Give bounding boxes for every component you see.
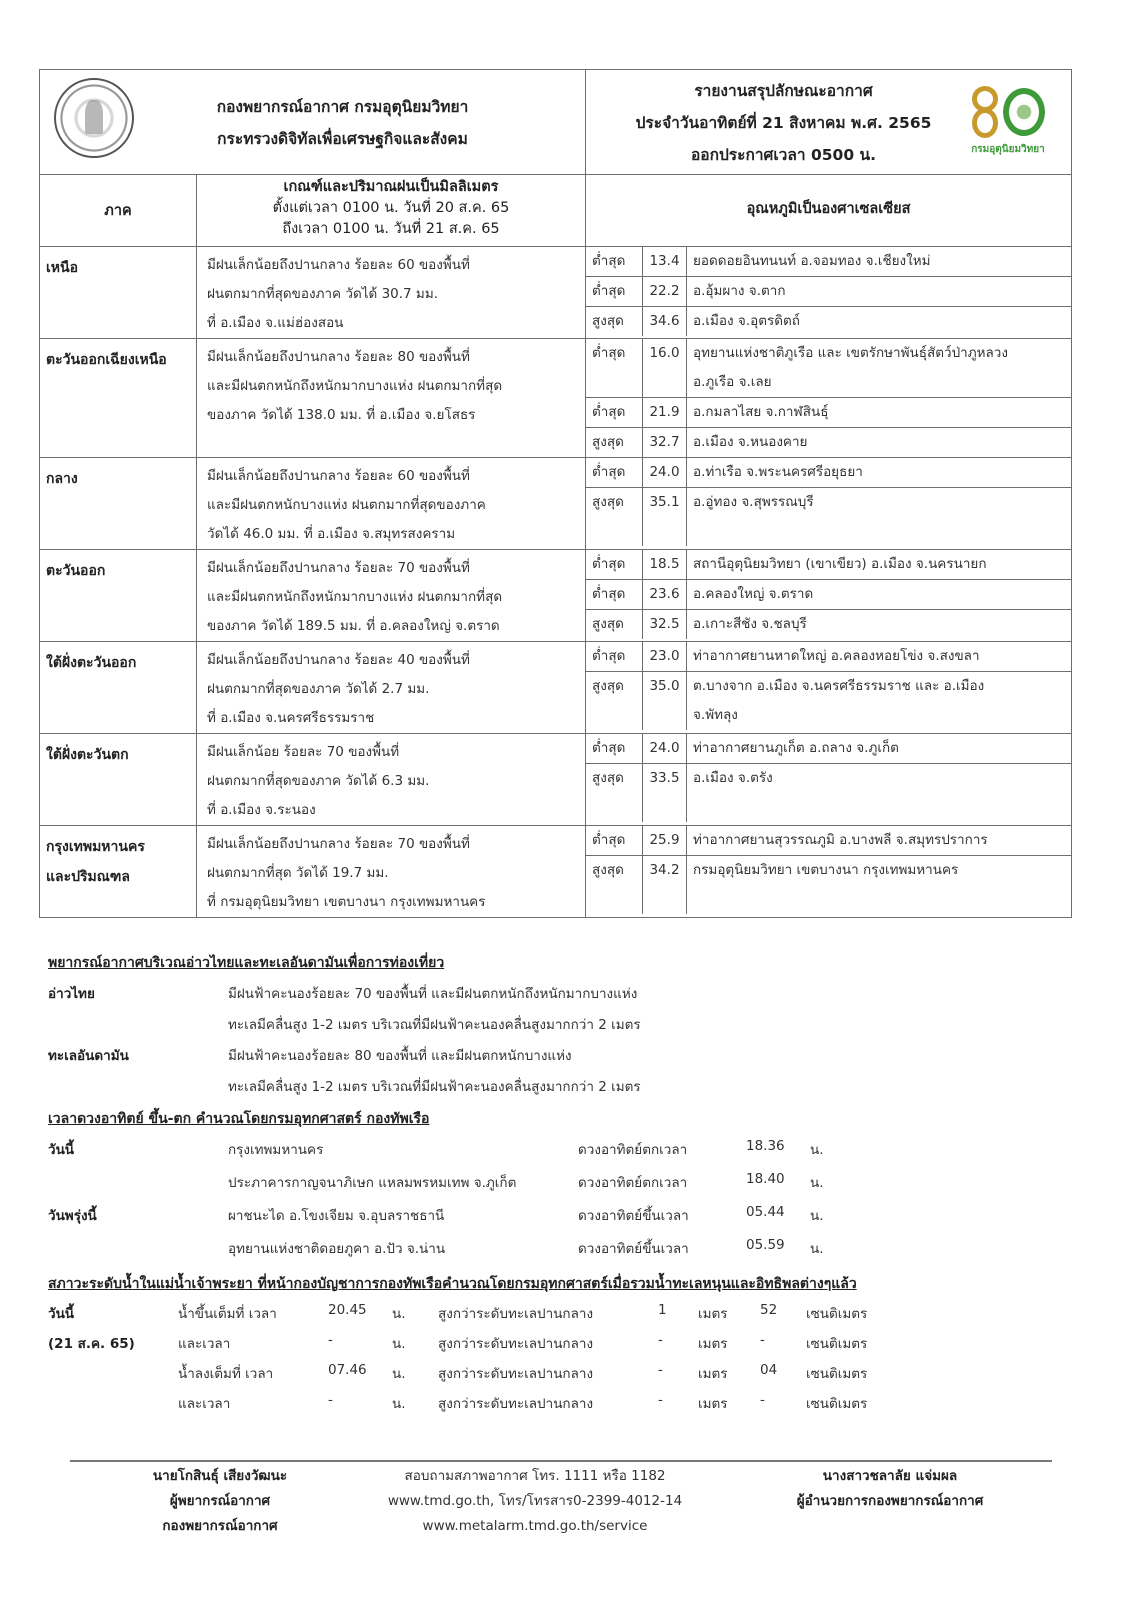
temperature-cell xyxy=(586,247,1072,339)
temp-type: ต่ำสุด xyxy=(586,550,643,580)
temp-location-line: ท่าอากาศยานสุวรรณภูมิ อ.บางพลี จ.สมุทรปราการ xyxy=(693,832,988,848)
region-name xyxy=(40,734,197,826)
rain-description xyxy=(197,550,586,642)
sun-day-label: วันนี้ xyxy=(48,1142,75,1158)
temp-location xyxy=(687,734,1072,764)
temp-location xyxy=(687,339,1072,398)
temp-location-line xyxy=(693,885,1071,914)
temp-type: สูงสุด xyxy=(586,428,643,458)
sun-time-unit: น. xyxy=(810,1142,824,1158)
tide-title: สภาวะระดับน้ำในแม่น้ำเจ้าพระยา ที่หน้ากองบัญชาการกองทัพเรือคำนวณโดยกรมอุทกศาสตร์เมื่อรวมน้ำทะเลหนุนและอิทธิพลต่างๆแล้ว xyxy=(48,1276,857,1292)
temperature-row xyxy=(586,488,1071,547)
sun-title: เวลาดวงอาทิตย์ ขึ้น-ตก คำนวณโดยกรมอุทกศาสตร์ กองทัพเรือ xyxy=(48,1111,430,1127)
rain-line: มีฝนเล็กน้อยถึงปานกลาง ร้อยละ 70 ของพื้นที่ xyxy=(207,836,470,852)
tourism-area-name: อ่าวไทย xyxy=(48,986,95,1002)
temp-value: 35.1 xyxy=(643,488,687,547)
temp-value: 16.0 xyxy=(643,339,687,398)
temperature-cell xyxy=(586,642,1072,734)
temp-value: 32.5 xyxy=(643,610,687,640)
temp-location xyxy=(687,580,1072,610)
tide-time-unit: น. xyxy=(392,1396,406,1412)
temperature-cell xyxy=(586,550,1072,642)
region-row xyxy=(40,339,1072,458)
temperature-row xyxy=(586,247,1071,277)
region-name xyxy=(40,339,197,458)
region-name-line: และปริมณฑล xyxy=(46,869,130,885)
temp-value: 34.2 xyxy=(643,856,687,915)
zero-digit-icon xyxy=(1003,88,1045,136)
rain-line: ที่ อ.เมือง จ.ระนอง xyxy=(207,802,316,818)
sun-location: อุทยานแห่งชาติดอยภูคา อ.ปัว จ.น่าน xyxy=(228,1241,446,1257)
tmd-80th-anniversary-logo xyxy=(967,84,1049,162)
director-signature xyxy=(760,1464,1020,1514)
temp-value: 23.0 xyxy=(643,642,687,672)
temp-location xyxy=(687,610,1072,640)
weather-summary-table xyxy=(39,69,1072,918)
temp-location xyxy=(687,398,1072,428)
temperature-row xyxy=(586,672,1071,731)
tide-meters-unit: เมตร xyxy=(698,1336,728,1352)
temp-location-line xyxy=(693,517,1071,546)
rain-description xyxy=(197,642,586,734)
region-name-line: ตะวันออกเฉียงเหนือ xyxy=(46,352,167,368)
temp-location-line: อ.อู่ทอง จ.สุพรรณบุรี xyxy=(693,494,814,510)
tide-date-label: (21 ส.ค. 65) xyxy=(48,1336,135,1352)
sun-time-unit: น. xyxy=(810,1208,824,1224)
temperature-row xyxy=(586,856,1071,915)
rain-line: มีฝนเล็กน้อยถึงปานกลาง ร้อยละ 80 ของพื้นที่ xyxy=(207,349,470,365)
tourism-forecast-line: มีฝนฟ้าคะนองร้อยละ 80 ของพื้นที่ และมีฝนตกหนักบางแห่ง xyxy=(228,1048,572,1064)
temp-location xyxy=(687,458,1072,488)
report-date: ประจำวันอาทิตย์ที่ 21 สิงหาคม พ.ศ. 2565 xyxy=(635,114,932,132)
rain-description xyxy=(197,734,586,826)
temp-location-line: ต.บางจาก อ.เมือง จ.นครศรีธรรมราช และ อ.เมือง xyxy=(693,678,985,694)
forecaster-division: กองพยากรณ์อากาศ xyxy=(162,1518,278,1534)
rain-line: ของภาค วัดได้ 138.0 มม. ที่ อ.เมือง จ.ยโสธร xyxy=(207,407,476,423)
sun-time: 05.59 xyxy=(746,1237,785,1253)
temp-location xyxy=(687,550,1072,580)
temp-value: 24.0 xyxy=(643,734,687,764)
temperature-cell xyxy=(586,458,1072,550)
forecaster-title: ผู้พยากรณ์อากาศ xyxy=(169,1493,271,1509)
temp-type: สูงสุด xyxy=(586,307,643,337)
sun-event: ดวงอาทิตย์ขึ้นเวลา xyxy=(578,1241,689,1257)
temp-location xyxy=(687,672,1072,731)
director-name: นางสาวชลาลัย แจ่มผล xyxy=(822,1468,958,1484)
region-name xyxy=(40,247,197,339)
contact-phone: สอบถามสภาพอากาศ โทร. 1111 หรือ 1182 xyxy=(404,1468,666,1484)
temp-type: สูงสุด xyxy=(586,764,643,823)
temperature-row xyxy=(586,428,1071,458)
tide-centimeters-unit: เซนติเมตร xyxy=(806,1306,868,1322)
tide-time-unit: น. xyxy=(392,1336,406,1352)
tide-time: - xyxy=(328,1332,333,1348)
temp-value: 24.0 xyxy=(643,458,687,488)
sun-event: ดวงอาทิตย์ตกเวลา xyxy=(578,1175,688,1191)
col-header-region: ภาค xyxy=(40,175,197,247)
tide-centimeters-unit: เซนติเมตร xyxy=(806,1366,868,1382)
temp-location-line: อ.เกาะสีชัง จ.ชลบุรี xyxy=(693,616,807,632)
tide-time: 07.46 xyxy=(328,1362,367,1378)
temp-type: ต่ำสุด xyxy=(586,398,643,428)
tourism-forecast-line: ทะเลมีคลื่นสูง 1-2 เมตร บริเวณที่มีฝนฟ้าคะนองคลื่นสูงมากกว่า 2 เมตร xyxy=(228,1079,641,1095)
temp-type: ต่ำสุด xyxy=(586,734,643,764)
tide-meters-unit: เมตร xyxy=(698,1366,728,1382)
tourism-forecast-line: มีฝนฟ้าคะนองร้อยละ 70 ของพื้นที่ และมีฝนตกหนักถึงหนักมากบางแห่ง xyxy=(228,986,638,1002)
contact-website[interactable]: www.tmd.go.th, โทร/โทรสาร0-2399-4012-14 xyxy=(387,1493,683,1509)
director-title: ผู้อำนวยการกองพยากรณ์อากาศ xyxy=(796,1493,984,1509)
region-name-line: กลาง xyxy=(46,471,78,487)
temp-location xyxy=(687,488,1072,547)
tide-centimeters-unit: เซนติเมตร xyxy=(806,1336,868,1352)
rain-header-title: เกณฑ์และปริมาณฝนเป็นมิลลิเมตร xyxy=(283,179,499,195)
rain-line: มีฝนเล็กน้อยถึงปานกลาง ร้อยละ 60 ของพื้นที่ xyxy=(207,257,470,273)
region-name xyxy=(40,642,197,734)
temp-value: 32.7 xyxy=(643,428,687,458)
temp-value: 34.6 xyxy=(643,307,687,337)
temp-type: ต่ำสุด xyxy=(586,826,643,856)
temp-type: สูงสุด xyxy=(586,856,643,915)
rain-line: และมีฝนตกหนักถึงหนักมากบางแห่ง ฝนตกมากที่สุด xyxy=(207,378,503,394)
tide-centimeters: 52 xyxy=(760,1302,778,1318)
sun-location: กรุงเทพมหานคร xyxy=(228,1142,324,1158)
rain-line: ฝนตกมากที่สุดของภาค วัดได้ 6.3 มม. xyxy=(207,773,430,789)
temperature-row xyxy=(586,764,1071,823)
rain-line: ฝนตกมากที่สุด วัดได้ 19.7 มม. xyxy=(207,865,389,881)
temp-type: สูงสุด xyxy=(586,488,643,547)
temp-location-line: ท่าอากาศยานหาดใหญ่ อ.คลองหอยโข่ง จ.สงขลา xyxy=(693,648,980,664)
temperature-row xyxy=(586,580,1071,610)
col-header-rain xyxy=(197,175,586,247)
temp-location-line xyxy=(693,793,1071,822)
region-row xyxy=(40,247,1072,339)
tide-description: สูงกว่าระดับทะเลปานกลาง xyxy=(438,1336,594,1352)
temperature-cell xyxy=(586,734,1072,826)
sun-event: ดวงอาทิตย์ขึ้นเวลา xyxy=(578,1208,689,1224)
temp-location xyxy=(687,247,1072,277)
temp-type: ต่ำสุด xyxy=(586,277,643,307)
rain-line: วัดได้ 46.0 มม. ที่ อ.เมือง จ.สมุทรสงคราม xyxy=(207,526,456,542)
temp-location-line: ท่าอากาศยานภูเก็ต อ.ถลาง จ.ภูเก็ต xyxy=(693,740,899,756)
tide-description: สูงกว่าระดับทะเลปานกลาง xyxy=(438,1306,594,1322)
temp-location-line: อ.ภูเรือ จ.เลย xyxy=(693,374,772,390)
temp-location xyxy=(687,764,1072,823)
tourism-forecast-line: ทะเลมีคลื่นสูง 1-2 เมตร บริเวณที่มีฝนฟ้าคะนองคลื่นสูงมากกว่า 2 เมตร xyxy=(228,1017,641,1033)
tide-meters: - xyxy=(658,1392,663,1408)
report-title: รายงานสรุปลักษณะอากาศ xyxy=(694,82,873,100)
sun-time-unit: น. xyxy=(810,1241,824,1257)
temp-value: 23.6 xyxy=(643,580,687,610)
temperature-row xyxy=(586,734,1071,764)
temp-location-line: สถานีอุตุนิยมวิทยา (เขาเขียว) อ.เมือง จ.นครนายก xyxy=(693,556,987,572)
rain-header-from: ตั้งแต่เวลา 0100 น. วันที่ 20 ส.ค. 65 xyxy=(272,200,510,216)
tide-label: และเวลา xyxy=(178,1396,231,1412)
rain-description xyxy=(197,247,586,339)
tide-time: - xyxy=(328,1392,333,1408)
rain-line: ฝนตกมากที่สุดของภาค วัดได้ 30.7 มม. xyxy=(207,286,439,302)
temp-location-line: อ.เมือง จ.หนองคาย xyxy=(693,434,808,450)
region-row xyxy=(40,826,1072,918)
sun-time-unit: น. xyxy=(810,1175,824,1191)
temp-type: ต่ำสุด xyxy=(586,247,643,277)
sun-location: ประภาคารกาญจนาภิเษก แหลมพรหมเทพ จ.ภูเก็ต xyxy=(228,1175,517,1191)
region-row xyxy=(40,458,1072,550)
temp-location xyxy=(687,856,1072,915)
rain-line: และมีฝนตกหนักบางแห่ง ฝนตกมากที่สุดของภาค xyxy=(207,497,486,513)
rain-line: ของภาค วัดได้ 189.5 มม. ที่ อ.คลองใหญ่ จ.ตราด xyxy=(207,618,500,634)
temperature-row xyxy=(586,307,1071,337)
tide-label: และเวลา xyxy=(178,1336,231,1352)
tide-centimeters: - xyxy=(760,1332,765,1348)
rain-line: ที่ อ.เมือง จ.แม่ฮ่องสอน xyxy=(207,315,344,331)
rain-line: มีฝนเล็กน้อยถึงปานกลาง ร้อยละ 60 ของพื้นที่ xyxy=(207,468,470,484)
tide-label: น้ำขึ้นเต็มที่ เวลา xyxy=(178,1306,277,1322)
temp-location xyxy=(687,642,1072,672)
rain-line: มีฝนเล็กน้อยถึงปานกลาง ร้อยละ 40 ของพื้นที่ xyxy=(207,652,470,668)
tourism-area-name: ทะเลอันดามัน xyxy=(48,1048,129,1064)
temp-value: 35.0 xyxy=(643,672,687,731)
temp-location-line: อ.คลองใหญ่ จ.ตราด xyxy=(693,586,814,602)
sun-section xyxy=(48,1108,429,1130)
temperature-row xyxy=(586,458,1071,488)
sun-day-label: วันพรุ่งนี้ xyxy=(48,1208,97,1224)
rain-description xyxy=(197,458,586,550)
col-header-temp: อุณหภูมิเป็นองศาเซลเซียส xyxy=(586,175,1072,247)
region-name xyxy=(40,550,197,642)
tide-time-unit: น. xyxy=(392,1306,406,1322)
temp-location-line: ยอดดอยอินทนนท์ อ.จอมทอง จ.เชียงใหม่ xyxy=(693,253,931,269)
region-name xyxy=(40,826,197,918)
header-report-cell xyxy=(586,70,1072,175)
issue-time: ออกประกาศเวลา 0500 น. xyxy=(690,146,877,164)
org-line-2: กระทรวงดิจิทัลเพื่อเศรษฐกิจและสังคม xyxy=(217,130,468,148)
tide-centimeters: - xyxy=(760,1392,765,1408)
temperature-row xyxy=(586,610,1071,640)
region-name-line: กรุงเทพมหานคร xyxy=(46,839,145,855)
tide-description: สูงกว่าระดับทะเลปานกลาง xyxy=(438,1366,594,1382)
tide-description: สูงกว่าระดับทะเลปานกลาง xyxy=(438,1396,594,1412)
tide-section xyxy=(48,1273,857,1295)
temp-value: 18.5 xyxy=(643,550,687,580)
header-org-cell xyxy=(40,70,586,175)
tide-meters-unit: เมตร xyxy=(698,1306,728,1322)
region-name-line: เหนือ xyxy=(46,260,78,276)
forecaster-name: นายโกสินธุ์ เสียงวัฒนะ xyxy=(152,1468,288,1484)
temp-value: 33.5 xyxy=(643,764,687,823)
temperature-cell xyxy=(586,826,1072,918)
tide-meters: - xyxy=(658,1362,663,1378)
tide-centimeters-unit: เซนติเมตร xyxy=(806,1396,868,1412)
temp-location-line: อ.กมลาไสย จ.กาฬสินธุ์ xyxy=(693,404,829,420)
temp-type: ต่ำสุด xyxy=(586,642,643,672)
tide-meters: - xyxy=(658,1332,663,1348)
tide-centimeters: 04 xyxy=(760,1362,778,1378)
temp-location-line: จ.พัทลุง xyxy=(693,707,738,723)
temperature-row xyxy=(586,826,1071,856)
sun-time: 18.40 xyxy=(746,1171,785,1187)
temp-type: ต่ำสุด xyxy=(586,458,643,488)
temp-type: ต่ำสุด xyxy=(586,580,643,610)
region-row xyxy=(40,642,1072,734)
temp-location-line: อ.เมือง จ.อุตรดิตถ์ xyxy=(693,313,800,329)
region-name-line: ใต้ฝั่งตะวันตก xyxy=(46,747,129,763)
region-row xyxy=(40,734,1072,826)
rain-line: ที่ อ.เมือง จ.นครศรีธรรมราช xyxy=(207,710,375,726)
sun-time: 05.44 xyxy=(746,1204,785,1220)
rain-description xyxy=(197,826,586,918)
rain-description xyxy=(197,339,586,458)
region-name xyxy=(40,458,197,550)
forecaster-signature xyxy=(110,1464,330,1539)
temp-value: 21.9 xyxy=(643,398,687,428)
region-row xyxy=(40,550,1072,642)
sun-location: ผาชนะได อ.โขงเจียม จ.อุบลราชธานี xyxy=(228,1208,445,1224)
sun-time: 18.36 xyxy=(746,1138,785,1154)
temp-location-line: อ.ท่าเรือ จ.พระนครศรีอยุธยา xyxy=(693,464,863,480)
temp-location xyxy=(687,428,1072,458)
region-name-line: ตะวันออก xyxy=(46,563,106,579)
org-line-1: กองพยากรณ์อากาศ กรมอุตุนิยมวิทยา xyxy=(216,98,469,116)
temp-location-line: กรมอุตุนิยมวิทยา เขตบางนา กรุงเทพมหานคร xyxy=(693,862,959,878)
temp-type: ต่ำสุด xyxy=(586,339,643,398)
rain-line: ที่ กรมอุตุนิยมวิทยา เขตบางนา กรุงเทพมหานคร xyxy=(207,894,486,910)
rain-line: ฝนตกมากที่สุดของภาค วัดได้ 2.7 มม. xyxy=(207,681,430,697)
temp-location xyxy=(687,307,1072,337)
tide-meters: 1 xyxy=(658,1302,667,1318)
logo-text: กรมอุตุนิยมวิทยา xyxy=(971,144,1045,155)
temp-location-line: อ.อุ้มผาง จ.ตาก xyxy=(693,283,786,299)
rain-line: มีฝนเล็กน้อยถึงปานกลาง ร้อยละ 70 ของพื้นที่ xyxy=(207,560,470,576)
temperature-row xyxy=(586,398,1071,428)
sun-event: ดวงอาทิตย์ตกเวลา xyxy=(578,1142,688,1158)
tide-time-unit: น. xyxy=(392,1366,406,1382)
temperature-row xyxy=(586,642,1071,672)
temp-value: 25.9 xyxy=(643,826,687,856)
tide-label: น้ำลงเต็มที่ เวลา xyxy=(178,1366,274,1382)
eight-digit-icon xyxy=(969,86,1003,142)
tide-meters-unit: เมตร xyxy=(698,1396,728,1412)
temperature-cell xyxy=(586,339,1072,458)
rain-line: มีฝนเล็กน้อย ร้อยละ 70 ของพื้นที่ xyxy=(207,744,400,760)
temp-location-line: อ.เมือง จ.ตรัง xyxy=(693,770,773,786)
region-name-line: ใต้ฝั่งตะวันออก xyxy=(46,655,137,671)
contact-service-url[interactable]: www.metalarm.tmd.go.th/service xyxy=(422,1518,648,1534)
temp-value: 13.4 xyxy=(643,247,687,277)
temp-location-line: อุทยานแห่งชาติภูเรือ และ เขตรักษาพันธุ์สัตว์ป่าภูหลวง xyxy=(693,345,1008,361)
tide-day-label: วันนี้ xyxy=(48,1306,75,1322)
rain-line: และมีฝนตกหนักถึงหนักมากบางแห่ง ฝนตกมากที่สุด xyxy=(207,589,503,605)
tourism-section xyxy=(48,952,444,974)
temp-value: 22.2 xyxy=(643,277,687,307)
footer-divider xyxy=(70,1460,1052,1462)
temperature-row xyxy=(586,339,1071,398)
temp-type: สูงสุด xyxy=(586,610,643,640)
contact-info xyxy=(350,1464,720,1539)
tourism-title: พยากรณ์อากาศบริเวณอ่าวไทยและทะเลอันดามันเพื่อการท่องเที่ยว xyxy=(48,955,445,971)
temperature-row xyxy=(586,550,1071,580)
temp-type: สูงสุด xyxy=(586,672,643,731)
temp-location xyxy=(687,277,1072,307)
temp-location xyxy=(687,826,1072,856)
rain-header-to: ถึงเวลา 0100 น. วันที่ 21 ส.ค. 65 xyxy=(282,221,500,237)
temperature-row xyxy=(586,277,1071,307)
tide-time: 20.45 xyxy=(328,1302,367,1318)
